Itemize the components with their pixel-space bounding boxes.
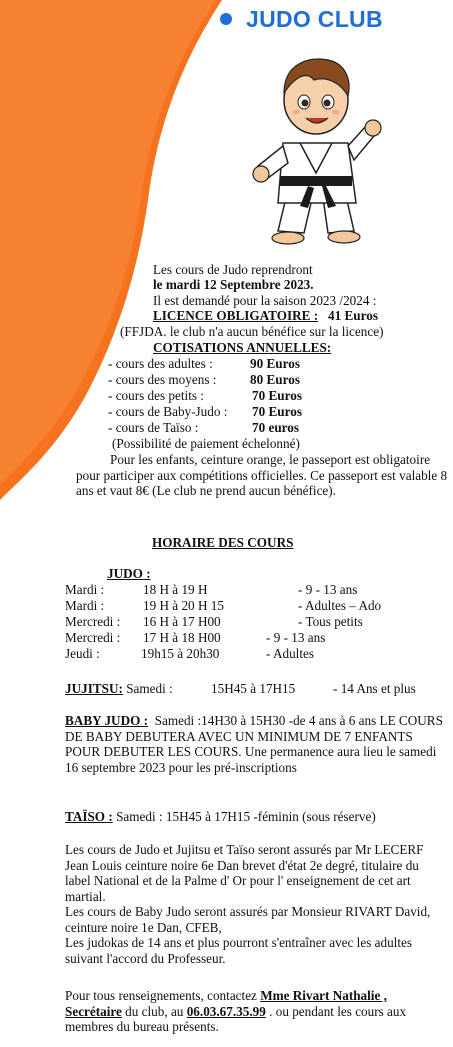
jujitsu-label: JUJITSU:	[65, 681, 123, 696]
schedule-day: Jeudi :	[65, 646, 100, 661]
taiso-text: Samedi : 15H45 à 17H15 -féminin (sous réserve)	[116, 809, 376, 824]
intro-line-1: Les cours de Judo reprendront	[153, 262, 313, 277]
baby-judo-paragraph	[65, 713, 445, 775]
cotisation-label: - cours des petits :	[108, 388, 204, 403]
horaire-title: HORAIRE DES COURS	[152, 535, 294, 550]
cotisation-price: 70 euros	[252, 420, 300, 435]
licence-line	[153, 308, 378, 324]
cotisation-price: 70 Euros	[252, 388, 302, 403]
jujitsu-time: 15H45 à 17H15	[211, 681, 296, 696]
baby-judo-label: BABY JUDO :	[65, 713, 149, 728]
baby-judo-text: Samedi :14H30 à 15H30 -de 4 ans à 6 ans LE COURS DE BABY DEBUTERA AVEC UN MINIMUM DE 7 ENFANTS POUR DEBUTER LES COURS. Une permanence aura lieu le samedi 16 septembre 2023 pour les pré-inscriptions	[65, 713, 443, 775]
schedule-day: Mardi :	[65, 582, 105, 597]
licence-note: (FFJDA. le club n'a aucun bénéfice sur la licence)	[120, 324, 384, 339]
contact-phone: 06.03.67.35.99	[186, 1003, 266, 1019]
cotisations-title: COTISATIONS ANNUELLES:	[153, 340, 332, 355]
schedule-time: 18 H à 19 H	[143, 582, 208, 597]
schedule-time: 19 H à 20 H 15	[143, 598, 224, 613]
licence-label: LICENCE OBLIGATOIRE :	[153, 308, 319, 323]
schedule-day: Mercredi :	[65, 614, 121, 629]
teachers-paragraph: Les cours de Judo et Jujitsu et Taïso seront assurés par Mr LECERF Jean Louis ceinture noire 6e Dan brevet d'état 2e degré, titulaire du label National et de la Palme d' Or pour l' enseignement de cet art martial.	[65, 842, 424, 904]
schedule-group: - Adultes	[266, 646, 314, 661]
adults-note: Les judokas de 14 ans et plus pourront s'entraîner avec les adultes suivant l'accord du Professeur.	[65, 935, 412, 966]
passport-paragraph: Pour les enfants, ceinture orange, le passeport est obligatoire pour participer aux compétitions officielles. Ce passeport est valable 8 ans et vaut 8€ (Le club ne prend aucun bénéfice).	[76, 452, 448, 498]
cotisation-label: - cours des adultes :	[108, 356, 213, 371]
taiso-label: TAÏSO :	[65, 809, 113, 824]
taiso-line	[65, 809, 376, 825]
jujitsu-line	[65, 681, 173, 697]
intro-date: le mardi 12 Septembre 2023.	[153, 277, 314, 292]
schedule-group: - 9 - 13 ans	[298, 582, 358, 597]
contact-mid: du club, au	[125, 1003, 184, 1019]
jujitsu-group: - 14 Ans et plus	[333, 681, 416, 696]
cotisation-price: 90 Euros	[250, 356, 300, 371]
schedule-group: - Adultes – Ado	[298, 598, 382, 613]
schedule-group: - Tous petits	[298, 614, 363, 629]
cotisation-price: 70 Euros	[252, 404, 302, 419]
cotisation-label: - cours de Taïso :	[108, 420, 199, 435]
cotisation-label: - cours de Baby-Judo :	[108, 404, 228, 419]
cotisation-label: - cours des moyens :	[108, 372, 217, 387]
cotisation-price: 80 Euros	[250, 372, 300, 387]
schedule-day: Mardi :	[65, 598, 105, 613]
licence-price: 41 Euros	[328, 308, 378, 323]
judo-section-label: JUDO :	[107, 566, 151, 581]
page-title: JUDO CLUB	[246, 5, 383, 32]
header	[220, 4, 383, 34]
payment-note: (Possibilité de paiement échelonné)	[112, 436, 300, 451]
schedule-time: 19h15 à 20h30	[141, 646, 220, 661]
bullet-icon	[220, 13, 232, 25]
schedule-time: 17 H à 18 H00	[143, 630, 221, 645]
schedule-time: 16 H à 17 H00	[143, 614, 221, 629]
intro-line-3: Il est demandé pour la saison 2023 /2024 :	[153, 293, 377, 308]
baby-teacher-paragraph: Les cours de Baby Judo seront assurés par Monsieur RIVART David, ceinture noire 1e Dan, CFEB,	[65, 904, 431, 935]
judoka-boy-illustration	[248, 48, 388, 248]
contact-paragraph	[65, 988, 447, 1035]
schedule-group: - 9 - 13 ans	[266, 630, 326, 645]
jujitsu-day: Samedi :	[126, 681, 173, 696]
schedule-day: Mercredi :	[65, 630, 121, 645]
contact-prefix: Pour tous renseignements, contactez	[65, 988, 257, 1003]
contact-name: Mme Rivart Nathalie , Secrétaire	[65, 988, 387, 1019]
contact-suffix: . ou pendant les cours aux membres du bureau présents.	[65, 1003, 407, 1034]
